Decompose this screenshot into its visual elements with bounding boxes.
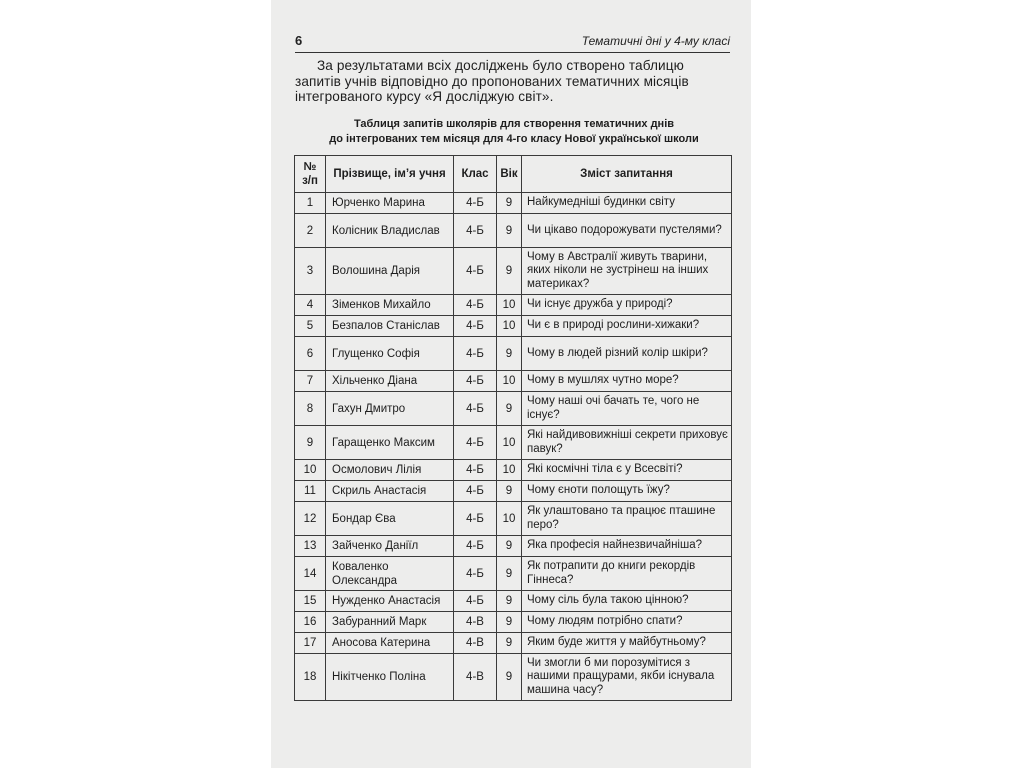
student-class: 4-Б: [454, 536, 497, 557]
row-number: 9: [295, 426, 326, 460]
page-header: [295, 30, 730, 53]
student-name: Колісник Владислав: [326, 214, 454, 248]
question-text: Яким буде життя у майбутньому?: [522, 633, 732, 654]
table-caption: [295, 117, 733, 146]
student-age: 10: [497, 502, 522, 536]
row-number: 5: [295, 316, 326, 337]
student-class: 4-Б: [454, 337, 497, 371]
row-number: 3: [295, 248, 326, 295]
table-row: [295, 460, 732, 481]
question-text: Як потрапити до книги рекордів Гіннеса?: [522, 557, 732, 591]
table-row: [295, 193, 732, 214]
question-text: Чому в Австралії живуть тварини, яких ніколи не зустрінеш на інших материках?: [522, 248, 732, 295]
header-number-line2: з/п: [302, 175, 318, 187]
table-row: [295, 426, 732, 460]
question-text: Чому в мушлях чутно море?: [522, 371, 732, 392]
table-row: [295, 392, 732, 426]
header-class: Клас: [454, 156, 497, 193]
student-age: 10: [497, 316, 522, 337]
student-age: 9: [497, 591, 522, 612]
question-text: Чому наші очі бачать те, чого не існує?: [522, 392, 732, 426]
header-question: Зміст запитання: [522, 156, 732, 193]
student-age: 9: [497, 557, 522, 591]
header-age: Вік: [497, 156, 522, 193]
student-name: Хільченко Діана: [326, 371, 454, 392]
question-text: Чому єноти полощуть їжу?: [522, 481, 732, 502]
student-name: Бондар Єва: [326, 502, 454, 536]
question-text: Чому сіль була такою цінною?: [522, 591, 732, 612]
row-number: 8: [295, 392, 326, 426]
student-class: 4-Б: [454, 316, 497, 337]
table-row: [295, 654, 732, 701]
table-row: [295, 316, 732, 337]
student-class: 4-Б: [454, 371, 497, 392]
row-number: 18: [295, 654, 326, 701]
table-row: [295, 633, 732, 654]
row-number: 1: [295, 193, 326, 214]
header-number-line1: №: [303, 161, 317, 173]
row-number: 4: [295, 295, 326, 316]
header-number: [295, 156, 326, 193]
student-name: Нужденко Анастасія: [326, 591, 454, 612]
student-class: 4-Б: [454, 591, 497, 612]
student-name: Нікітченко Поліна: [326, 654, 454, 701]
row-number: 14: [295, 557, 326, 591]
student-age: 9: [497, 248, 522, 295]
table-body: [295, 193, 732, 701]
student-class: 4-Б: [454, 481, 497, 502]
book-page: [271, 0, 751, 768]
question-text: Як улаштовано та працює пташине перо?: [522, 502, 732, 536]
student-class: 4-Б: [454, 295, 497, 316]
table-row: [295, 214, 732, 248]
student-requests-table: [294, 155, 732, 701]
student-age: 9: [497, 654, 522, 701]
question-text: Чи є в природі рослини-хижаки?: [522, 316, 732, 337]
row-number: 11: [295, 481, 326, 502]
caption-line-2: до інтегрованих тем місяця для 4-го класу Нової української школи: [329, 132, 699, 145]
table-row: [295, 557, 732, 591]
table-row: [295, 536, 732, 557]
student-class: 4-Б: [454, 557, 497, 591]
student-class: 4-Б: [454, 193, 497, 214]
student-class: 4-Б: [454, 460, 497, 481]
student-age: 9: [497, 392, 522, 426]
table-row: [295, 502, 732, 536]
student-class: 4-В: [454, 612, 497, 633]
student-name: Безпалов Станіслав: [326, 316, 454, 337]
row-number: 6: [295, 337, 326, 371]
student-name: Глущенко Софія: [326, 337, 454, 371]
row-number: 7: [295, 371, 326, 392]
student-name: Юрченко Марина: [326, 193, 454, 214]
table-row: [295, 591, 732, 612]
student-class: 4-Б: [454, 392, 497, 426]
student-class: 4-Б: [454, 502, 497, 536]
student-name: Забуранний Марк: [326, 612, 454, 633]
student-class: 4-В: [454, 633, 497, 654]
table-header-row: [295, 156, 732, 193]
header-name: Прізвище, ім’я учня: [326, 156, 454, 193]
question-text: Чи змогли б ми порозумітися з нашими пращурами, якби існувала машина часу?: [522, 654, 732, 701]
student-class: 4-Б: [454, 214, 497, 248]
caption-line-1: Таблиця запитів школярів для створення тематичних днів: [353, 118, 675, 130]
student-name: Коваленко Олександра: [326, 557, 454, 591]
table-row: [295, 337, 732, 371]
question-text: Які найдивовижніші секрети приховує павук?: [522, 426, 732, 460]
student-class: 4-Б: [454, 248, 497, 295]
row-number: 10: [295, 460, 326, 481]
question-text: Яка професія найнезвичайніша?: [522, 536, 732, 557]
page-number: 6: [295, 33, 303, 48]
student-name: Гаращенко Максим: [326, 426, 454, 460]
row-number: 16: [295, 612, 326, 633]
student-name: Осмолович Лілія: [326, 460, 454, 481]
student-class: 4-Б: [454, 426, 497, 460]
student-age: 9: [497, 481, 522, 502]
question-text: Найкумедніші будинки світу: [522, 193, 732, 214]
student-name: Зіменков Михайло: [326, 295, 454, 316]
student-age: 9: [497, 193, 522, 214]
student-age: 9: [497, 214, 522, 248]
student-class: 4-В: [454, 654, 497, 701]
question-text: Чому в людей різний колір шкіри?: [522, 337, 732, 371]
student-age: 10: [497, 426, 522, 460]
question-text: Чи існує дружба у природі?: [522, 295, 732, 316]
question-text: Які космічні тіла є у Всесвіті?: [522, 460, 732, 481]
student-age: 9: [497, 337, 522, 371]
table-row: [295, 371, 732, 392]
row-number: 2: [295, 214, 326, 248]
student-age: 9: [497, 536, 522, 557]
student-age: 10: [497, 371, 522, 392]
student-age: 9: [497, 633, 522, 654]
table-row: [295, 248, 732, 295]
row-number: 17: [295, 633, 326, 654]
student-age: 9: [497, 612, 522, 633]
student-name: Аносова Катерина: [326, 633, 454, 654]
row-number: 13: [295, 536, 326, 557]
row-number: 12: [295, 502, 326, 536]
table-row: [295, 295, 732, 316]
intro-paragraph: За результатами всіх досліджень було створено таблицю запитів учнів відповідно до пропонованих тематичних місяців інтегрованого курсу «Я досліджую світ».: [295, 58, 689, 104]
table-row: [295, 612, 732, 633]
table-row: [295, 481, 732, 502]
student-name: Волошина Дарія: [326, 248, 454, 295]
question-text: Чому людям потрібно спати?: [522, 612, 732, 633]
student-name: Скриль Анастасія: [326, 481, 454, 502]
student-name: Зайченко Даніїл: [326, 536, 454, 557]
row-number: 15: [295, 591, 326, 612]
student-age: 10: [497, 460, 522, 481]
running-title: Тематичні дні у 4-му класі: [581, 34, 730, 48]
student-age: 10: [497, 295, 522, 316]
question-text: Чи цікаво подорожувати пустелями?: [522, 214, 732, 248]
student-name: Гахун Дмитро: [326, 392, 454, 426]
